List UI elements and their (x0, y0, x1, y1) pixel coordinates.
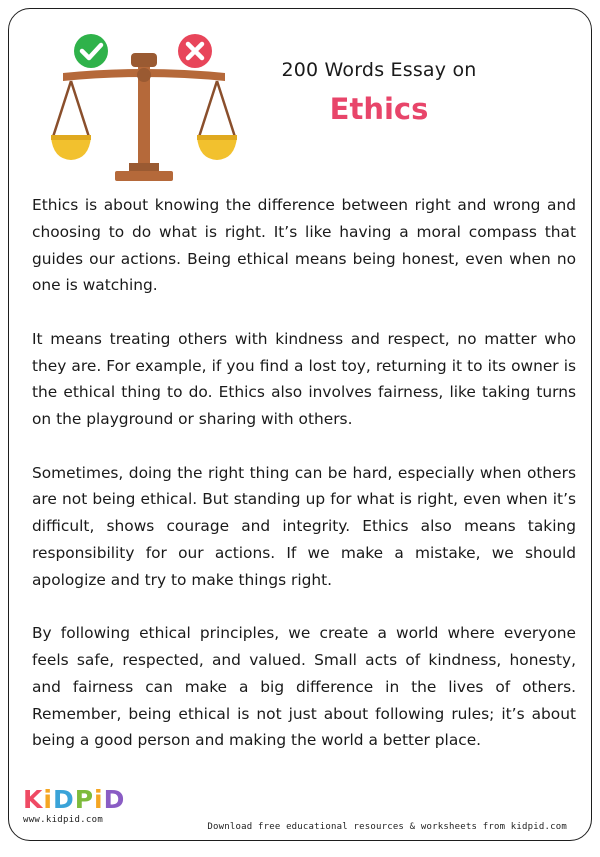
kidpid-url: www.kidpid.com (23, 815, 104, 825)
essay-body (32, 192, 576, 781)
cross-circle-icon (178, 34, 212, 68)
kidpid-logo-text: KiDPiD (23, 785, 126, 814)
essay-paragraph-1: Ethics is about knowing the difference between right and wrong and choosing to do what is right. It’s like having a moral compass that guides our actions. Being ethical means being honest, even when no one is watching. (32, 196, 576, 295)
check-circle-icon (74, 34, 108, 68)
title-block (254, 57, 504, 129)
worksheet-page (8, 8, 592, 841)
balance-scale-illustration (49, 29, 239, 189)
essay-subtitle: 200 Words Essay on (281, 59, 477, 81)
essay-paragraph-4: By following ethical principles, we create a world where everyone feels safe, respected, and valued. Small acts of kindness, honesty, and fairness can make a big difference in the lives of others. Remember, being ethical is not just about following rules; it’s about being a good person and making the world a better place. (32, 624, 576, 750)
footer-download-note: Download free educational resources & worksheets from kidpid.com (207, 822, 567, 832)
essay-title: Ethics (329, 92, 429, 126)
essay-paragraph-3: Sometimes, doing the right thing can be hard, especially when others are not being ethical. But standing up for what is right, even when it’s difficult, shows courage and integrity. Ethics also means taking responsibility for our actions. If we make a mistake, we should apologize and try to make things right. (32, 463, 576, 589)
kidpid-logo (23, 785, 125, 825)
balance-scale-icon (51, 53, 237, 181)
essay-paragraph-2: It means treating others with kindness and respect, no matter who they are. For example, if you find a lost toy, returning it to its owner is the ethical thing to do. Ethics also involves fairness, like taking turns on the playground or sharing with others. (32, 329, 576, 429)
